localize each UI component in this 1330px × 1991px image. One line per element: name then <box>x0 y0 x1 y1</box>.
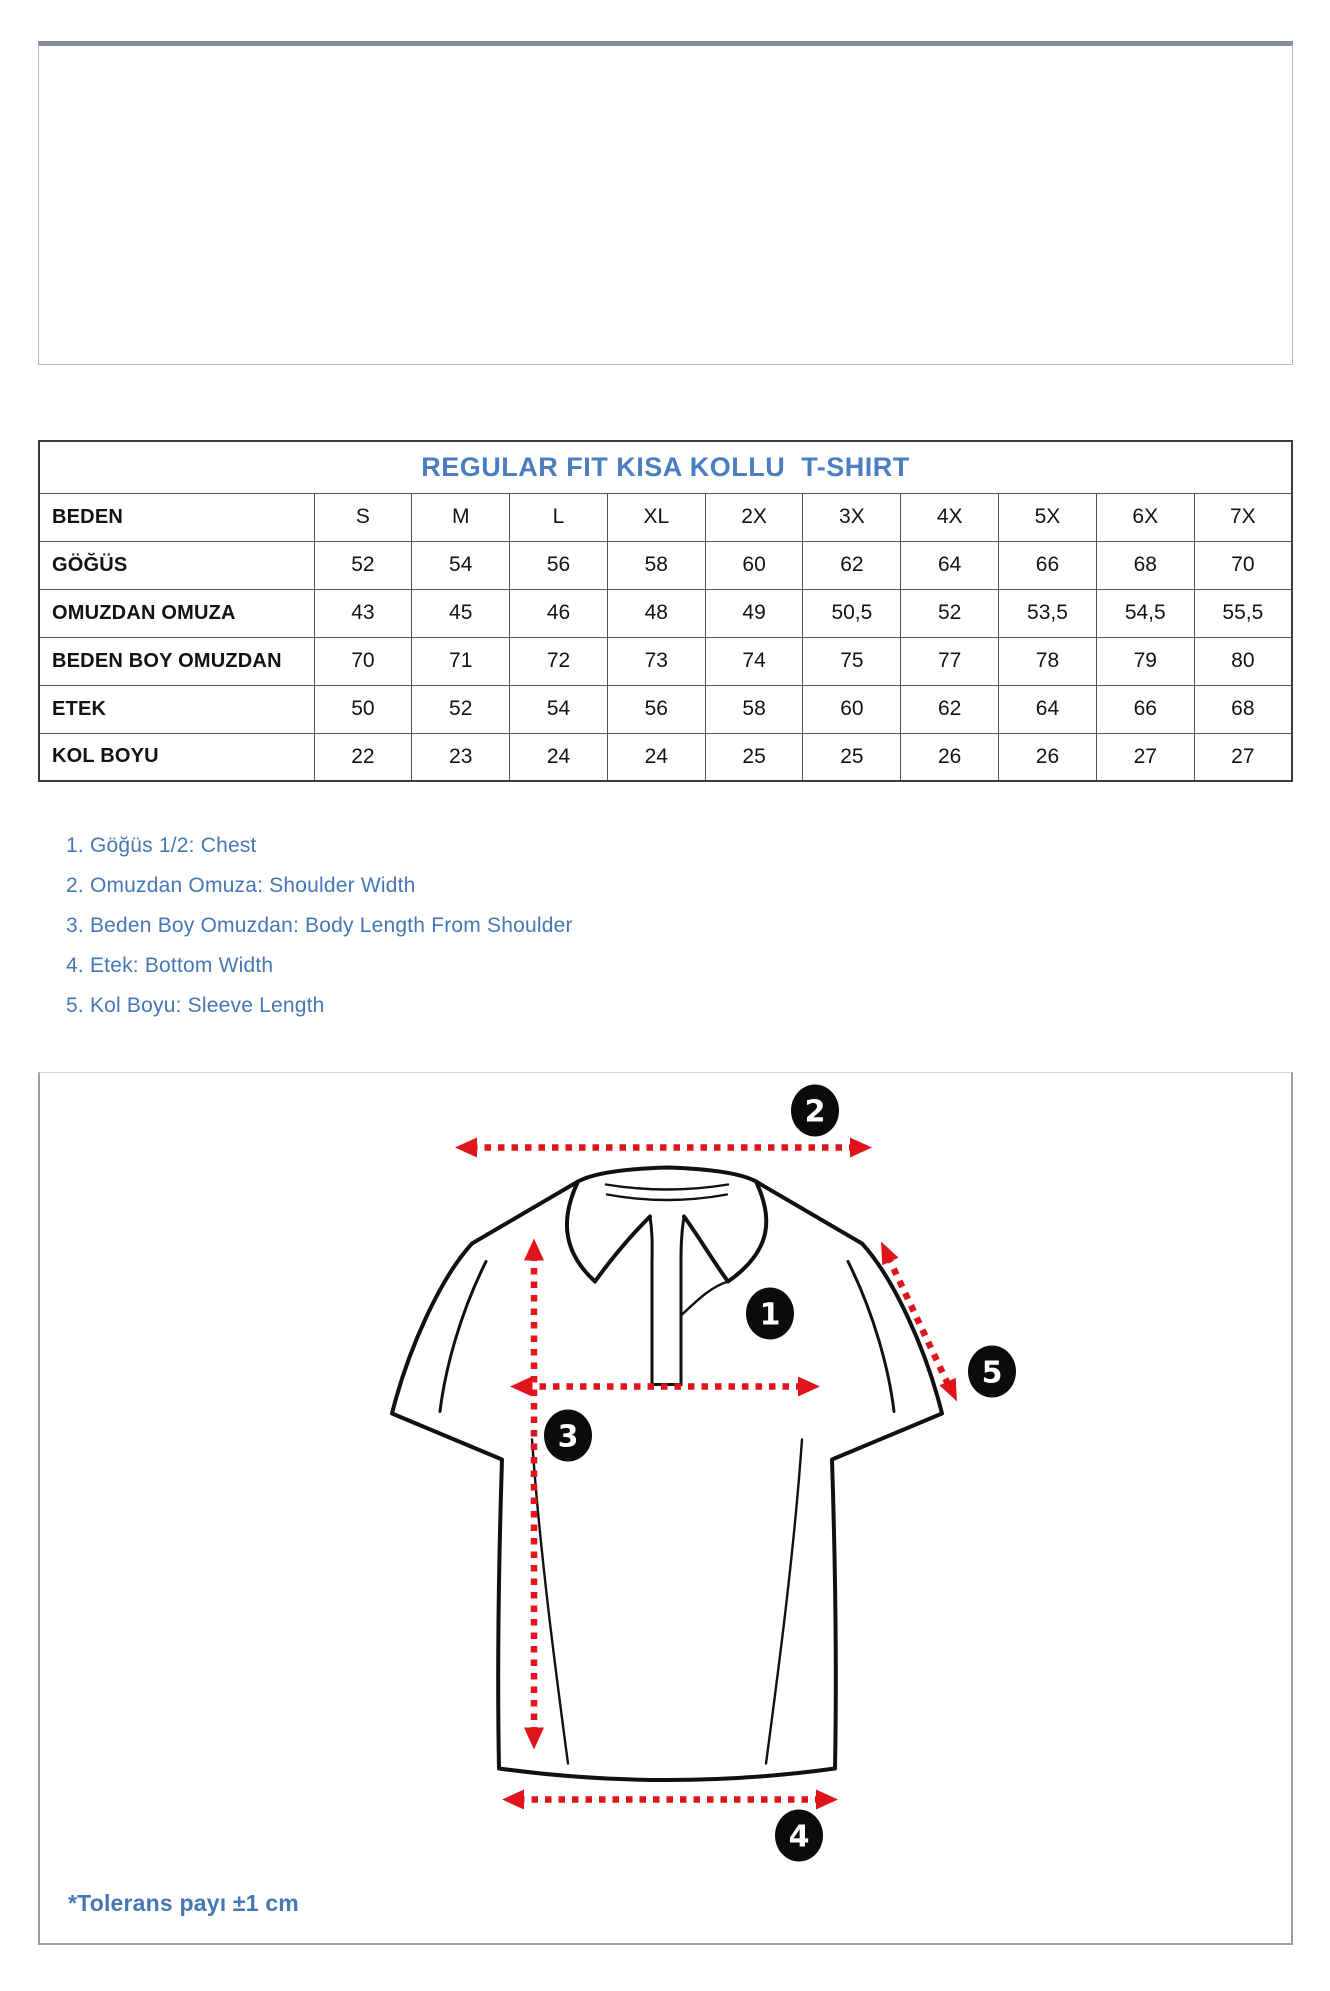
measurement-value-cell: 26 <box>901 733 999 781</box>
legend-item: 3. Beden Boy Omuzdan: Body Length From Shoulder <box>66 914 573 937</box>
measurement-value-cell: 55,5 <box>1194 589 1292 637</box>
size-column-header: 4X <box>901 493 999 541</box>
svg-text:1: 1 <box>759 1297 781 1333</box>
marker-sleeve-5 <box>968 1346 1016 1398</box>
measurement-value-cell: 52 <box>901 589 999 637</box>
size-column-header: L <box>510 493 608 541</box>
polo-shirt-diagram <box>40 1073 1291 1943</box>
size-column-header: M <box>412 493 510 541</box>
measurement-value-cell: 73 <box>607 637 705 685</box>
measurement-value-cell: 58 <box>705 685 803 733</box>
measurement-row-label: BEDEN BOY OMUZDAN <box>39 637 314 685</box>
measurement-value-cell: 49 <box>705 589 803 637</box>
measurement-value-cell: 79 <box>1096 637 1194 685</box>
size-column-header: 3X <box>803 493 901 541</box>
measurement-value-cell: 50 <box>314 685 412 733</box>
measurement-value-cell: 52 <box>412 685 510 733</box>
marker-chest-1 <box>746 1288 794 1340</box>
size-header-row <box>39 493 1292 541</box>
measurement-value-cell: 45 <box>412 589 510 637</box>
measurement-row <box>39 685 1292 733</box>
measurement-value-cell: 62 <box>901 685 999 733</box>
shirt-outline <box>392 1168 942 1781</box>
size-column-header: XL <box>607 493 705 541</box>
measurement-value-cell: 80 <box>1194 637 1292 685</box>
legend-item: 4. Etek: Bottom Width <box>66 954 274 977</box>
measurement-value-cell: 46 <box>510 589 608 637</box>
marker-body-length-3 <box>544 1410 592 1462</box>
measurement-value-cell: 56 <box>607 685 705 733</box>
measurement-value-cell: 48 <box>607 589 705 637</box>
measurement-value-cell: 75 <box>803 637 901 685</box>
measurement-value-cell: 68 <box>1096 541 1194 589</box>
measurement-value-cell: 77 <box>901 637 999 685</box>
measurement-legend <box>66 826 573 1026</box>
measurement-value-cell: 24 <box>607 733 705 781</box>
measurement-value-cell: 64 <box>901 541 999 589</box>
measurement-value-cell: 56 <box>510 541 608 589</box>
measurement-value-cell: 22 <box>314 733 412 781</box>
size-column-header: 6X <box>1096 493 1194 541</box>
measurement-value-cell: 43 <box>314 589 412 637</box>
table-title: REGULAR FIT KISA KOLLU T-SHIRT <box>39 441 1292 493</box>
measurement-value-cell: 54 <box>412 541 510 589</box>
measurement-row <box>39 637 1292 685</box>
measurement-value-cell: 62 <box>803 541 901 589</box>
measurement-row <box>39 589 1292 637</box>
measurement-value-cell: 66 <box>1096 685 1194 733</box>
measurement-value-cell: 70 <box>1194 541 1292 589</box>
measurement-row-label: OMUZDAN OMUZA <box>39 589 314 637</box>
measurement-value-cell: 54 <box>510 685 608 733</box>
svg-text:3: 3 <box>557 1419 579 1455</box>
measurement-value-cell: 50,5 <box>803 589 901 637</box>
size-column-header: S <box>314 493 412 541</box>
measure-arrow-shoulder <box>455 1138 872 1158</box>
measurement-value-cell: 68 <box>1194 685 1292 733</box>
legend-item: 5. Kol Boyu: Sleeve Length <box>66 994 325 1017</box>
measurement-value-cell: 72 <box>510 637 608 685</box>
measurement-value-cell: 52 <box>314 541 412 589</box>
measurement-value-cell: 70 <box>314 637 412 685</box>
size-column-header: 2X <box>705 493 803 541</box>
svg-text:4: 4 <box>788 1819 810 1855</box>
legend-item: 2. Omuzdan Omuza: Shoulder Width <box>66 874 416 897</box>
header-label-beden: BEDEN <box>39 493 314 541</box>
measurement-value-cell: 66 <box>999 541 1097 589</box>
marker-bottom-4 <box>775 1810 823 1862</box>
measurement-value-cell: 74 <box>705 637 803 685</box>
measurement-value-cell: 64 <box>999 685 1097 733</box>
measurement-value-cell: 78 <box>999 637 1097 685</box>
tolerance-note: *Tolerans payı ±1 cm <box>68 1890 299 1916</box>
measurement-diagram <box>38 1072 1293 1945</box>
measurement-value-cell: 23 <box>412 733 510 781</box>
measurement-row-label: GÖĞÜS <box>39 541 314 589</box>
size-column-header: 7X <box>1194 493 1292 541</box>
measurement-value-cell: 25 <box>803 733 901 781</box>
measurement-row-label: KOL BOYU <box>39 733 314 781</box>
table-title-row <box>39 441 1292 493</box>
legend-item: 1. Göğüs 1/2: Chest <box>66 834 257 857</box>
measurement-value-cell: 60 <box>705 541 803 589</box>
measurement-row <box>39 541 1292 589</box>
measurement-value-cell: 53,5 <box>999 589 1097 637</box>
product-image-placeholder <box>38 41 1293 365</box>
measurement-row <box>39 733 1292 781</box>
svg-text:2: 2 <box>804 1094 826 1130</box>
shirt-body <box>392 1168 942 1781</box>
marker-shoulder-2 <box>791 1085 839 1137</box>
measurement-value-cell: 24 <box>510 733 608 781</box>
measurement-row-label: ETEK <box>39 685 314 733</box>
measurement-value-cell: 58 <box>607 541 705 589</box>
measurement-value-cell: 27 <box>1194 733 1292 781</box>
size-column-header: 5X <box>999 493 1097 541</box>
measure-arrow-bottom <box>502 1790 838 1810</box>
size-chart-table <box>38 440 1293 782</box>
measurement-value-cell: 27 <box>1096 733 1194 781</box>
measurement-value-cell: 54,5 <box>1096 589 1194 637</box>
measurement-value-cell: 25 <box>705 733 803 781</box>
svg-text:5: 5 <box>981 1355 1003 1391</box>
measurement-value-cell: 60 <box>803 685 901 733</box>
measurement-value-cell: 26 <box>999 733 1097 781</box>
measurement-value-cell: 71 <box>412 637 510 685</box>
